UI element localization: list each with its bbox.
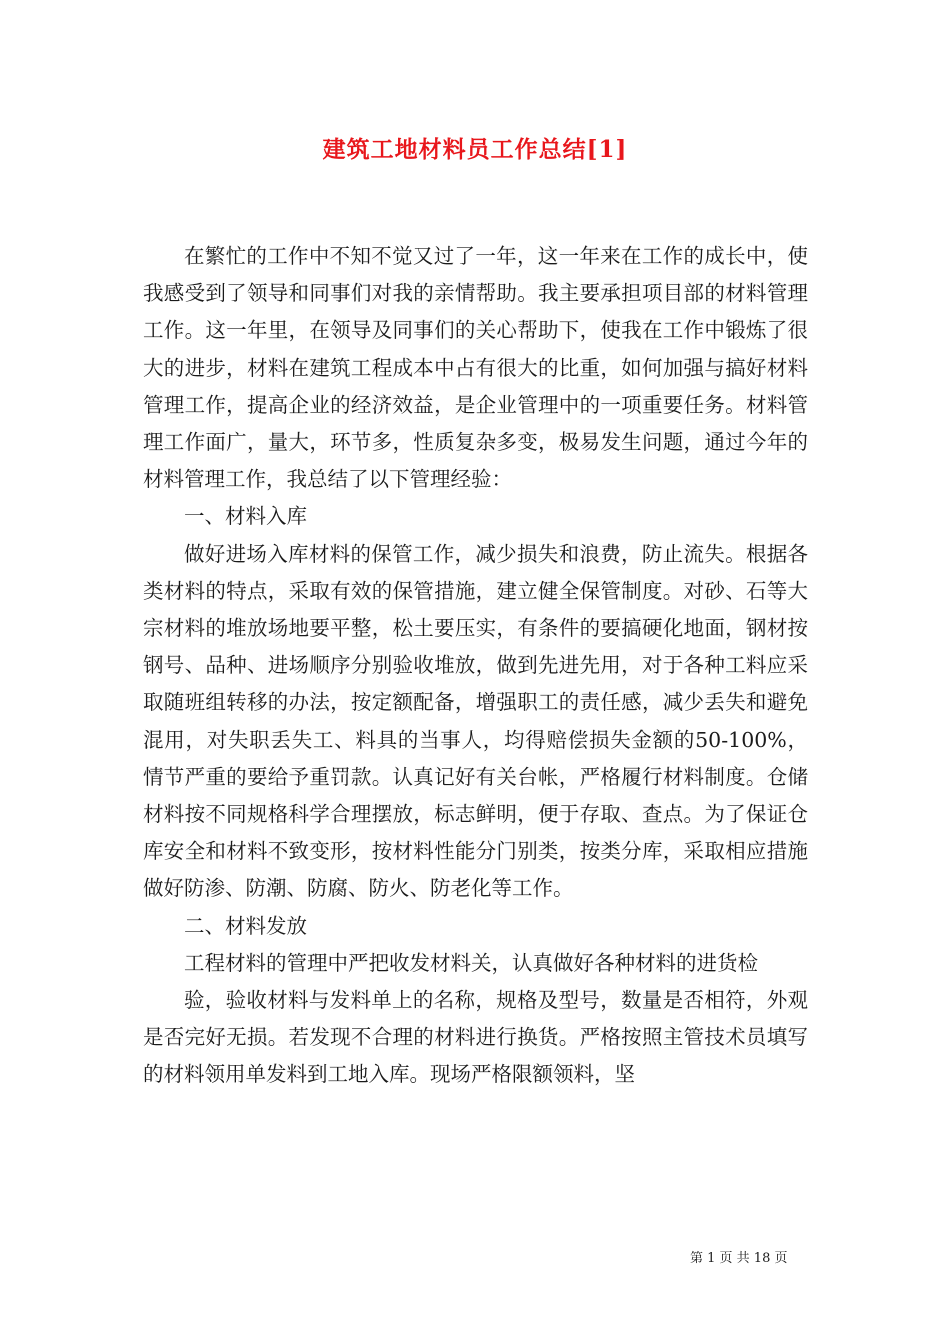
document-title: 建筑工地材料员工作总结[1]	[322, 136, 628, 163]
paragraph-material-issuing-part2: 验，验收材料与发料单上的名称，规格及型号，数量是否相符，外观是否完好无损。若发现不合理的材料进行换货。严格按照主管技术员填写的材料领用单发料到工地入库。现场严格限额领料，坚	[143, 988, 808, 1087]
paragraph-material-issuing-part1: 工程材料的管理中严把收发材料关，认真做好各种材料的进货检	[184, 950, 758, 975]
section-heading-material-storage: 一、材料入库	[184, 504, 307, 529]
page-number: 第 1 页 共 18 页	[690, 1251, 788, 1266]
section-heading-material-issuing: 二、材料发放	[184, 913, 307, 938]
document-body	[143, 238, 808, 1094]
paragraph-material-storage: 做好进场入库材料的保管工作，减少损失和浪费，防止流失。根据各类材料的特点，采取有效的保管措施，建立健全保管制度。对砂、石等大宗材料的堆放场地要平整，松土要压实，有条件的要搞硬化地面，钢材按钢号、品种、进场顺序分别验收堆放，做到先进先用，对于各种工料应采取随班组转移的办法，按定额配备，增强职工的责任感，减少丢失和避免混用，对失职丢失工、料具的当事人，均得赔偿损失金额的50-100%，情节严重的要给予重罚款。认真记好有关台帐，严格履行材料制度。仓储材料按不同规格科学合理摆放，标志鲜明，便于存取、查点。为了保证仓库安全和材料不致变形，按材料性能分门别类，按类分库，采取相应措施做好防渗、防潮、防腐、防火、防老化等工作。	[143, 541, 808, 901]
paragraph-intro: 在繁忙的工作中不知不觉又过了一年，这一年来在工作的成长中，使我感受到了领导和同事们对我的亲情帮助。我主要承担项目部的材料管理工作。这一年里，在领导及同事们的关心帮助下，使我在工作中锻炼了很大的进步，材料在建筑工程成本中占有很大的比重，如何加强与搞好材料管理工作，提高企业的经济效益，是企业管理中的一项重要任务。材料管理工作面广，量大，环节多，性质复杂多变，极易发生问题，通过今年的材料管理工作，我总结了以下管理经验：	[143, 244, 808, 492]
